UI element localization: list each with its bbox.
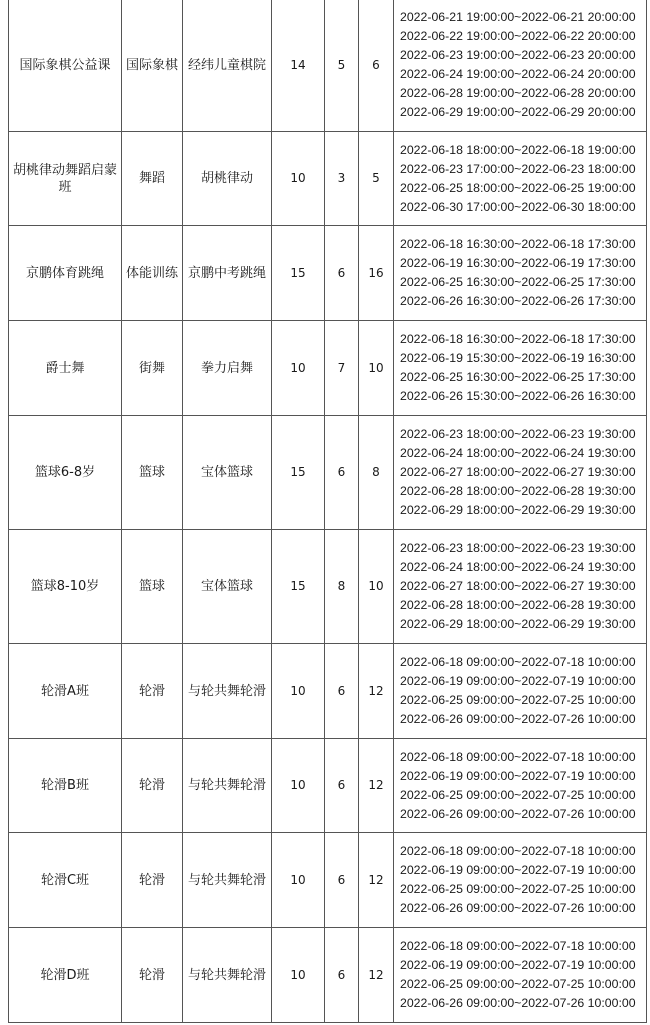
count-1-cell: 10 xyxy=(272,132,325,226)
session-time: 2022-06-18 18:00:00~2022-06-18 19:00:00 xyxy=(400,142,636,157)
session-time: 2022-06-29 19:00:00~2022-06-29 20:00:00 xyxy=(400,105,636,119)
session-time: 2022-06-18 16:30:00~2022-06-18 17:30:00 xyxy=(400,237,636,251)
session-time: 2022-06-23 19:00:00~2022-06-23 20:00:00 xyxy=(400,48,636,62)
session-time: 2022-06-27 18:00:00~2022-06-27 19:30:00 xyxy=(400,465,636,479)
count-1-cell: 10 xyxy=(272,644,325,739)
session-time: 2022-06-24 19:00:00~2022-06-24 20:00:00 xyxy=(400,67,636,81)
session-time: 2022-06-26 09:00:00~2022-07-26 10:00:00 xyxy=(400,901,636,915)
count-3-cell: 12 xyxy=(359,833,394,928)
session-time: 2022-06-18 09:00:00~2022-07-18 10:00:00 xyxy=(400,655,636,669)
table-row xyxy=(9,226,647,321)
session-time: 2022-06-19 16:30:00~2022-06-19 17:30:00 xyxy=(400,256,636,270)
count-1-cell: 15 xyxy=(272,416,325,530)
count-2-cell: 6 xyxy=(325,226,359,321)
organization-cell: 京鹏中考跳绳 xyxy=(183,226,272,321)
category-cell: 舞蹈 xyxy=(122,132,183,226)
table-row xyxy=(9,739,647,833)
schedule-cell xyxy=(394,226,647,321)
schedule-cell xyxy=(394,928,647,1023)
schedule-cell xyxy=(394,0,647,132)
table-body xyxy=(9,0,647,1023)
session-time: 2022-06-25 16:30:00~2022-06-25 17:30:00 xyxy=(400,275,636,289)
count-1-cell: 15 xyxy=(272,530,325,644)
session-time: 2022-06-25 09:00:00~2022-07-25 10:00:00 xyxy=(400,693,636,707)
session-time: 2022-06-18 09:00:00~2022-07-18 10:00:00 xyxy=(400,749,636,764)
session-time: 2022-06-18 16:30:00~2022-06-18 17:30:00 xyxy=(400,332,636,346)
course-name-cell: 轮滑C班 xyxy=(9,833,122,928)
count-1-cell: 10 xyxy=(272,739,325,833)
organization-cell: 与轮共舞轮滑 xyxy=(183,739,272,833)
category-cell: 体能训练 xyxy=(122,226,183,321)
course-name-cell: 胡桃律动舞蹈启蒙班 xyxy=(9,132,122,226)
count-3-cell: 12 xyxy=(359,928,394,1023)
session-time: 2022-06-25 09:00:00~2022-07-25 10:00:00 xyxy=(400,882,636,896)
count-2-cell: 6 xyxy=(325,833,359,928)
table-row xyxy=(9,416,647,530)
count-3-cell: 5 xyxy=(359,132,394,226)
course-name-cell: 轮滑D班 xyxy=(9,928,122,1023)
table-row xyxy=(9,530,647,644)
organization-cell: 与轮共舞轮滑 xyxy=(183,928,272,1023)
course-name-cell: 篮球6-8岁 xyxy=(9,416,122,530)
organization-cell: 胡桃律动 xyxy=(183,132,272,226)
table-row xyxy=(9,132,647,226)
session-time: 2022-06-19 09:00:00~2022-07-19 10:00:00 xyxy=(400,768,636,783)
count-2-cell: 6 xyxy=(325,644,359,739)
schedule-cell xyxy=(394,644,647,739)
organization-cell: 宝体篮球 xyxy=(183,530,272,644)
course-name-cell: 爵士舞 xyxy=(9,321,122,416)
session-time: 2022-06-25 16:30:00~2022-06-25 17:30:00 xyxy=(400,370,636,384)
session-time: 2022-06-23 18:00:00~2022-06-23 19:30:00 xyxy=(400,427,636,441)
organization-cell: 宝体篮球 xyxy=(183,416,272,530)
count-3-cell: 12 xyxy=(359,739,394,833)
count-3-cell: 6 xyxy=(359,0,394,132)
session-time: 2022-06-23 17:00:00~2022-06-23 18:00:00 xyxy=(400,161,636,176)
course-name-cell: 轮滑B班 xyxy=(9,739,122,833)
schedule-cell xyxy=(394,132,647,226)
count-1-cell: 10 xyxy=(272,321,325,416)
category-cell: 轮滑 xyxy=(122,833,183,928)
count-2-cell: 8 xyxy=(325,530,359,644)
session-time: 2022-06-28 18:00:00~2022-06-28 19:30:00 xyxy=(400,598,636,612)
course-schedule-table xyxy=(8,0,647,1023)
category-cell: 轮滑 xyxy=(122,928,183,1023)
session-time: 2022-06-26 09:00:00~2022-07-26 10:00:00 xyxy=(400,996,636,1010)
table-row xyxy=(9,928,647,1023)
session-time: 2022-06-30 17:00:00~2022-06-30 18:00:00 xyxy=(400,199,636,214)
session-time: 2022-06-27 18:00:00~2022-06-27 19:30:00 xyxy=(400,579,636,593)
count-3-cell: 12 xyxy=(359,644,394,739)
session-time: 2022-06-24 18:00:00~2022-06-24 19:30:00 xyxy=(400,560,636,574)
course-name-cell: 篮球8-10岁 xyxy=(9,530,122,644)
category-cell: 国际象棋 xyxy=(122,0,183,132)
count-3-cell: 10 xyxy=(359,530,394,644)
category-cell: 轮滑 xyxy=(122,739,183,833)
count-1-cell: 15 xyxy=(272,226,325,321)
count-2-cell: 7 xyxy=(325,321,359,416)
course-name-cell: 轮滑A班 xyxy=(9,644,122,739)
table-row xyxy=(9,833,647,928)
course-name-cell: 国际象棋公益课 xyxy=(9,0,122,132)
session-time: 2022-06-18 09:00:00~2022-07-18 10:00:00 xyxy=(400,844,636,858)
session-time: 2022-06-18 09:00:00~2022-07-18 10:00:00 xyxy=(400,939,636,953)
count-1-cell: 10 xyxy=(272,928,325,1023)
session-time: 2022-06-29 18:00:00~2022-06-29 19:30:00 xyxy=(400,503,636,517)
table-row xyxy=(9,0,647,132)
session-time: 2022-06-26 16:30:00~2022-06-26 17:30:00 xyxy=(400,294,636,308)
session-time: 2022-06-19 09:00:00~2022-07-19 10:00:00 xyxy=(400,863,636,877)
session-time: 2022-06-29 18:00:00~2022-06-29 19:30:00 xyxy=(400,617,636,631)
session-time: 2022-06-24 18:00:00~2022-06-24 19:30:00 xyxy=(400,446,636,460)
count-2-cell: 5 xyxy=(325,0,359,132)
count-3-cell: 10 xyxy=(359,321,394,416)
category-cell: 篮球 xyxy=(122,416,183,530)
category-cell: 篮球 xyxy=(122,530,183,644)
count-1-cell: 10 xyxy=(272,833,325,928)
organization-cell: 经纬儿童棋院 xyxy=(183,0,272,132)
session-time: 2022-06-28 19:00:00~2022-06-28 20:00:00 xyxy=(400,86,636,100)
organization-cell: 与轮共舞轮滑 xyxy=(183,644,272,739)
session-time: 2022-06-25 09:00:00~2022-07-25 10:00:00 xyxy=(400,977,636,991)
session-time: 2022-06-26 09:00:00~2022-07-26 10:00:00 xyxy=(400,806,636,821)
session-time: 2022-06-25 09:00:00~2022-07-25 10:00:00 xyxy=(400,787,636,802)
session-time: 2022-06-23 18:00:00~2022-06-23 19:30:00 xyxy=(400,541,636,555)
session-time: 2022-06-28 18:00:00~2022-06-28 19:30:00 xyxy=(400,484,636,498)
count-2-cell: 6 xyxy=(325,739,359,833)
session-time: 2022-06-19 15:30:00~2022-06-19 16:30:00 xyxy=(400,351,636,365)
count-3-cell: 16 xyxy=(359,226,394,321)
course-name-cell: 京鹏体育跳绳 xyxy=(9,226,122,321)
count-2-cell: 6 xyxy=(325,928,359,1023)
schedule-cell xyxy=(394,530,647,644)
organization-cell: 拳力启舞 xyxy=(183,321,272,416)
schedule-cell xyxy=(394,321,647,416)
session-time: 2022-06-19 09:00:00~2022-07-19 10:00:00 xyxy=(400,674,636,688)
table-row xyxy=(9,321,647,416)
session-time: 2022-06-22 19:00:00~2022-06-22 20:00:00 xyxy=(400,29,636,43)
count-2-cell: 3 xyxy=(325,132,359,226)
organization-cell: 与轮共舞轮滑 xyxy=(183,833,272,928)
count-1-cell: 14 xyxy=(272,0,325,132)
category-cell: 轮滑 xyxy=(122,644,183,739)
category-cell: 街舞 xyxy=(122,321,183,416)
session-time: 2022-06-26 09:00:00~2022-07-26 10:00:00 xyxy=(400,712,636,726)
session-time: 2022-06-26 15:30:00~2022-06-26 16:30:00 xyxy=(400,389,636,403)
session-time: 2022-06-19 09:00:00~2022-07-19 10:00:00 xyxy=(400,958,636,972)
schedule-cell xyxy=(394,739,647,833)
count-2-cell: 6 xyxy=(325,416,359,530)
session-time: 2022-06-21 19:00:00~2022-06-21 20:00:00 xyxy=(400,10,636,24)
count-3-cell: 8 xyxy=(359,416,394,530)
session-time: 2022-06-25 18:00:00~2022-06-25 19:00:00 xyxy=(400,180,636,195)
table-row xyxy=(9,644,647,739)
schedule-cell xyxy=(394,416,647,530)
schedule-cell xyxy=(394,833,647,928)
